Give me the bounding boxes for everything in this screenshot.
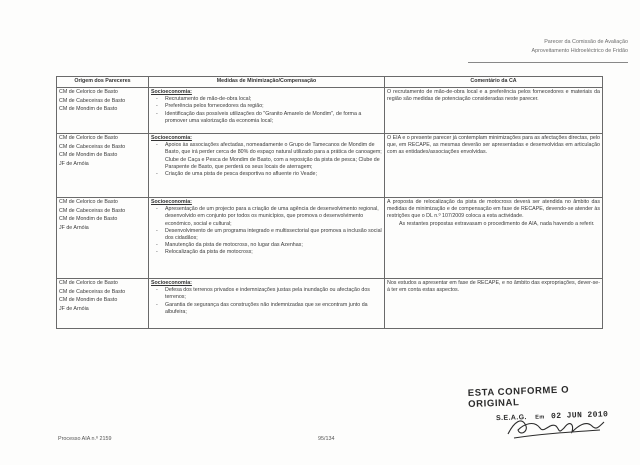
stamp-agency: S.E.A.G.	[495, 414, 527, 423]
measure-item: - Apresentação de um projecto para a criação de uma agência de desenvolvimento regional, desenvolvido em conjunto por todos os municípios, que promova o desenvolvimento económico, social e cultural;	[165, 206, 382, 228]
origin-entity: CM de Cabeceiras de Basto	[59, 288, 126, 295]
page-header	[532, 38, 628, 56]
process-number: Processo AIA n.º 2159	[58, 436, 112, 442]
measures-cell	[149, 198, 385, 279]
measure-item: - Criação de uma pista de pesca desportiva no afluente rio Veade;	[165, 171, 382, 178]
measure-item: - Manutenção da pista de motocross, no lugar das Azenhas;	[165, 242, 382, 249]
stamp-line-1: ESTA CONFORME O ORIGINAL	[467, 384, 570, 410]
comment-paragraph: As restantes propostas extravasam o procedimento de AIA, nada havendo a referir.	[399, 220, 595, 227]
comment-paragraph: A proposta de relocalização da pista de motocross deverá ser atendida no âmbito das medidas de minimização e de compensação em fase de RECAPE, devendo-se atender às restrições que o DL n.º 107/2009 coloca a esta actividade.	[387, 199, 600, 220]
measure-item: - Preferência pelos fornecedores da região;	[165, 103, 382, 110]
measures-table	[56, 76, 603, 329]
header-line-2: Aproveitamento Hidroeléctrico de Fridão	[531, 48, 628, 54]
stamp-date: 02 JUN 2010	[550, 410, 609, 422]
origin-entity: JF de Arnóia	[59, 305, 89, 312]
measure-item: - Garantia de segurança das construções não indemnizadas que se encontram junto da albufeira;	[165, 302, 382, 316]
table-row	[57, 88, 603, 134]
origin-entity: CM de Cabeceiras de Basto	[59, 143, 126, 150]
origin-cell	[57, 88, 149, 134]
section-heading: Socioeconomia:	[151, 89, 192, 95]
measures-cell	[149, 279, 385, 329]
comment-cell: O recrutamento de mão-de-obra local e a preferência pelos fornecedores e materiais da região são medidas de potenciação consideradas neste parecer.	[385, 88, 603, 134]
header-line-1: Parecer da Comissão de Avaliação	[544, 39, 628, 45]
section-heading: Socioeconomia:	[151, 280, 192, 286]
stamp-em: Em	[535, 414, 545, 421]
table-row	[57, 134, 603, 198]
origin-entity: CM de Mondim de Basto	[59, 152, 118, 158]
table-header-row	[57, 77, 603, 88]
origin-cell	[57, 134, 149, 198]
measure-item: - Identificação das possíveis utilizações do "Granito Amarelo de Mondim", de forma a promover uma valorização da economia local;	[165, 111, 382, 125]
measure-item: - Relocalização da pista de motocross;	[165, 249, 382, 256]
measure-item: - Defesa dos terrenos privados e indemnizações justas pela inundação ou afectação dos terrenos;	[165, 287, 382, 301]
origin-entity: JF de Arnóia	[59, 224, 89, 231]
section-heading: Socioeconomia:	[151, 135, 192, 141]
comment-cell: Nos estudos a apresentar em fase de RECAPE, e no âmbito das expropriações, dever-se-á ter em conta estas aspectos.	[385, 279, 603, 329]
origin-entity: CM de Celorico de Basto	[59, 280, 118, 286]
origin-cell	[57, 198, 149, 279]
header-measures: Medidas de Minimização/Compensação	[149, 77, 385, 88]
comment-cell: O EIA e o presente parecer já contemplam minimizações para as afectações directas, pelo que, em RECAPE, as mesmas deverão ser apresentadas e desenvolvidas em articulação com as entidades/associações envolvidas.	[385, 134, 603, 198]
measures-cell	[149, 134, 385, 198]
origin-entity: CM de Cabeceiras de Basto	[59, 97, 126, 104]
origin-entity: CM de Celorico de Basto	[59, 199, 118, 205]
measure-item: - Recrutamento de mão-de-obra local;	[165, 96, 382, 103]
handwritten-signature	[500, 404, 610, 442]
origin-entity: JF de Arnóia	[59, 160, 89, 167]
section-heading: Socioeconomia:	[151, 199, 192, 205]
origin-entity: CM de Cabeceiras de Basto	[59, 207, 126, 214]
origin-entity: CM de Mondim de Basto	[59, 106, 118, 112]
measures-cell	[149, 88, 385, 134]
header-origin: Origem dos Pareceres	[57, 77, 149, 88]
origin-entity: CM de Celorico de Basto	[59, 135, 118, 141]
origin-entity: CM de Mondim de Basto	[59, 297, 118, 303]
origin-cell	[57, 279, 149, 329]
comment-cell	[385, 198, 603, 279]
measure-item: - Desenvolvimento de um programa integrado e multissectorial que promova a inclusão social dos cidadãos;	[165, 228, 382, 242]
header-comment: Comentário da CA	[385, 77, 603, 88]
table-row	[57, 279, 603, 329]
page-number: 95/134	[318, 436, 335, 442]
table-row	[57, 198, 603, 279]
header-rule	[468, 62, 628, 63]
origin-entity: CM de Mondim de Basto	[59, 216, 118, 222]
measure-item: - Apoios às associações afectadas, nomeadamente o Grupo de Tamecanos de Mondim de Basto, que irá perder cerca de 80% do espaço natural utilizado para a prática de canoagem; Clube de Caça e Pesca de Mondim de Basto, com a reposição da pista de pesca; Clube de Parapente de Basto, que perderá os seus locais de aterragem;	[165, 142, 382, 171]
origin-entity: CM de Celorico de Basto	[59, 89, 118, 95]
